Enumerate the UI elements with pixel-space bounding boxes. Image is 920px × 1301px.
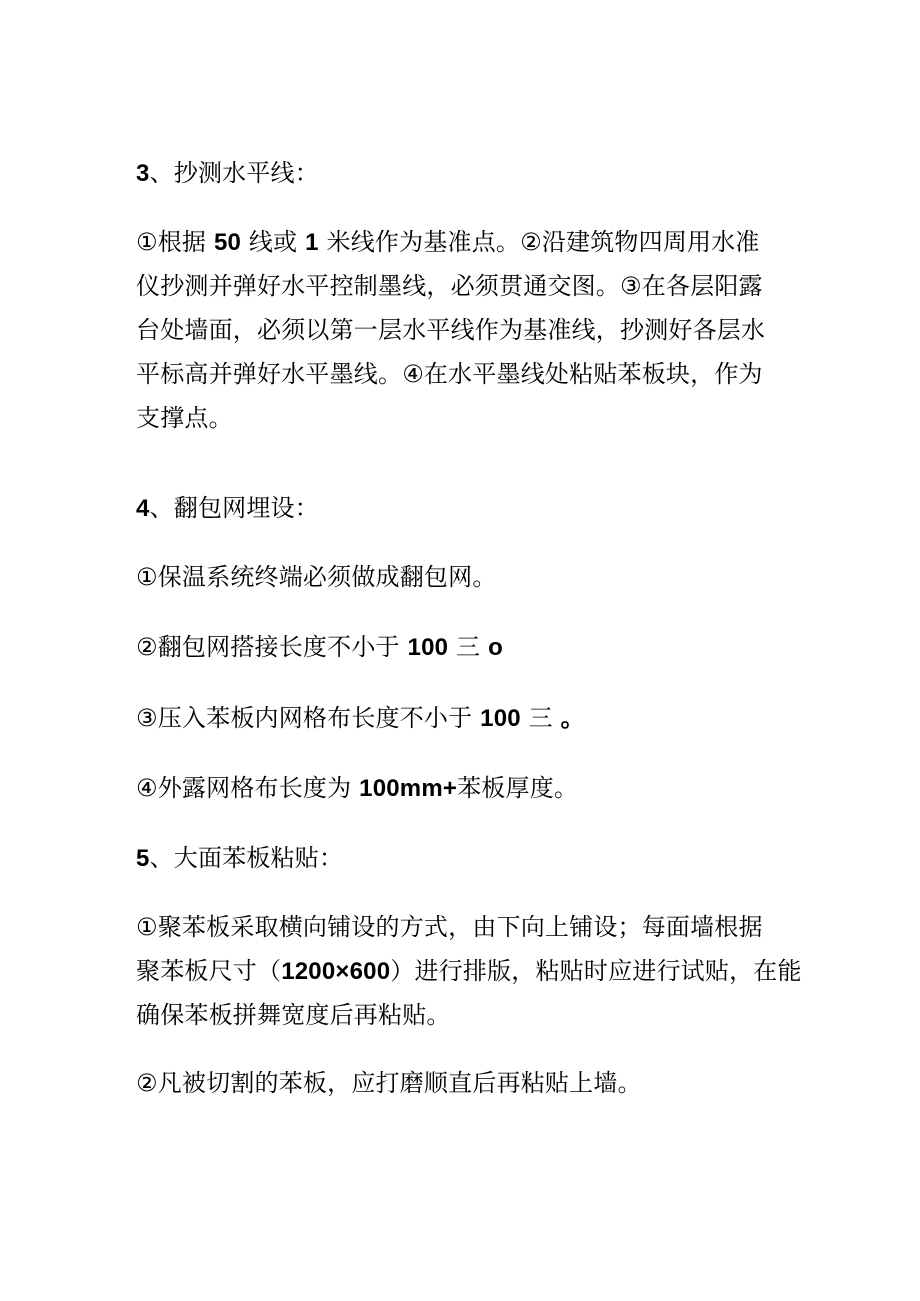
text-run: ④外露网格布长度为	[136, 774, 360, 802]
text-run: 台处墙面，必须以第一层水平线作为基准线，抄测好各层水	[136, 316, 766, 344]
bold-run: 1200×600	[281, 958, 391, 985]
section-4-item-3	[136, 696, 786, 740]
section-5-number: 5	[136, 845, 150, 872]
section-4-heading	[136, 486, 786, 530]
section-3-paragraph	[136, 220, 786, 440]
text-line	[136, 905, 786, 949]
section-5-item-2	[136, 1061, 786, 1105]
text-run: 米线作为基准点。②沿建筑物四周用水准	[318, 228, 760, 256]
bold-run: 50	[213, 229, 242, 256]
text-run: ②翻包网搭接长度不小于	[136, 633, 408, 661]
section-3-title: 、抄测水平线：	[149, 159, 319, 187]
section-5-heading	[136, 836, 786, 880]
text-line	[136, 220, 786, 264]
section-3-heading	[136, 151, 786, 195]
section-5-title: 、大面苯板粘贴：	[149, 844, 344, 872]
text-run: 三	[520, 704, 561, 732]
text-line	[136, 696, 786, 740]
text-line	[136, 1061, 786, 1105]
bold-run: o	[488, 634, 503, 661]
text-run: ①聚苯板采取横向铺设的方式，由下向上铺设；每面墙根据	[136, 913, 763, 941]
section-4-number: 4	[136, 495, 150, 522]
text-run: 确保苯板拼舞宽度后再粘贴。	[136, 1001, 451, 1029]
text-line	[136, 993, 786, 1037]
bold-run: 100	[480, 705, 521, 732]
text-run: 三	[448, 633, 489, 661]
text-line	[136, 555, 786, 599]
section-4-item-1	[136, 555, 786, 599]
text-run: 支撑点。	[136, 404, 233, 432]
section-4-item-4	[136, 766, 786, 810]
text-run: 聚苯板尺寸（	[136, 957, 282, 985]
text-run: 线或	[241, 228, 306, 256]
text-line	[136, 396, 786, 440]
section-5-item-1	[136, 905, 802, 1037]
text-run: ）进行排版，粘贴时应进行试贴，在能	[390, 957, 802, 985]
text-run: ③压入苯板内网格布长度不小于	[136, 704, 481, 732]
text-run: 苯板厚度。	[457, 774, 579, 802]
text-run: ①保温系统终端必须做成翻包网。	[136, 563, 497, 591]
section-4-item-2	[136, 625, 786, 669]
bold-run: 。	[560, 705, 585, 732]
section-3-number: 3	[136, 160, 150, 187]
text-line	[136, 949, 802, 993]
text-run: 仪抄测并弹好水平控制墨线，必须贯通交图。③在各层阳露	[136, 272, 763, 300]
text-line	[136, 264, 786, 308]
text-line	[136, 625, 786, 669]
section-4-title: 、翻包网埋设：	[149, 494, 319, 522]
bold-run: 100	[407, 634, 449, 661]
bold-run: 1	[305, 229, 319, 256]
bold-run: 100mm+	[359, 775, 458, 802]
text-line	[136, 308, 786, 352]
text-run: ②凡被切割的苯板，应打磨顺直后再粘贴上墙。	[136, 1069, 642, 1097]
text-line	[136, 766, 786, 810]
text-line	[136, 352, 786, 396]
text-run: 平标高并弹好水平墨线。④在水平墨线处粘贴苯板块，作为	[136, 360, 763, 388]
text-run: ①根据	[136, 228, 214, 256]
